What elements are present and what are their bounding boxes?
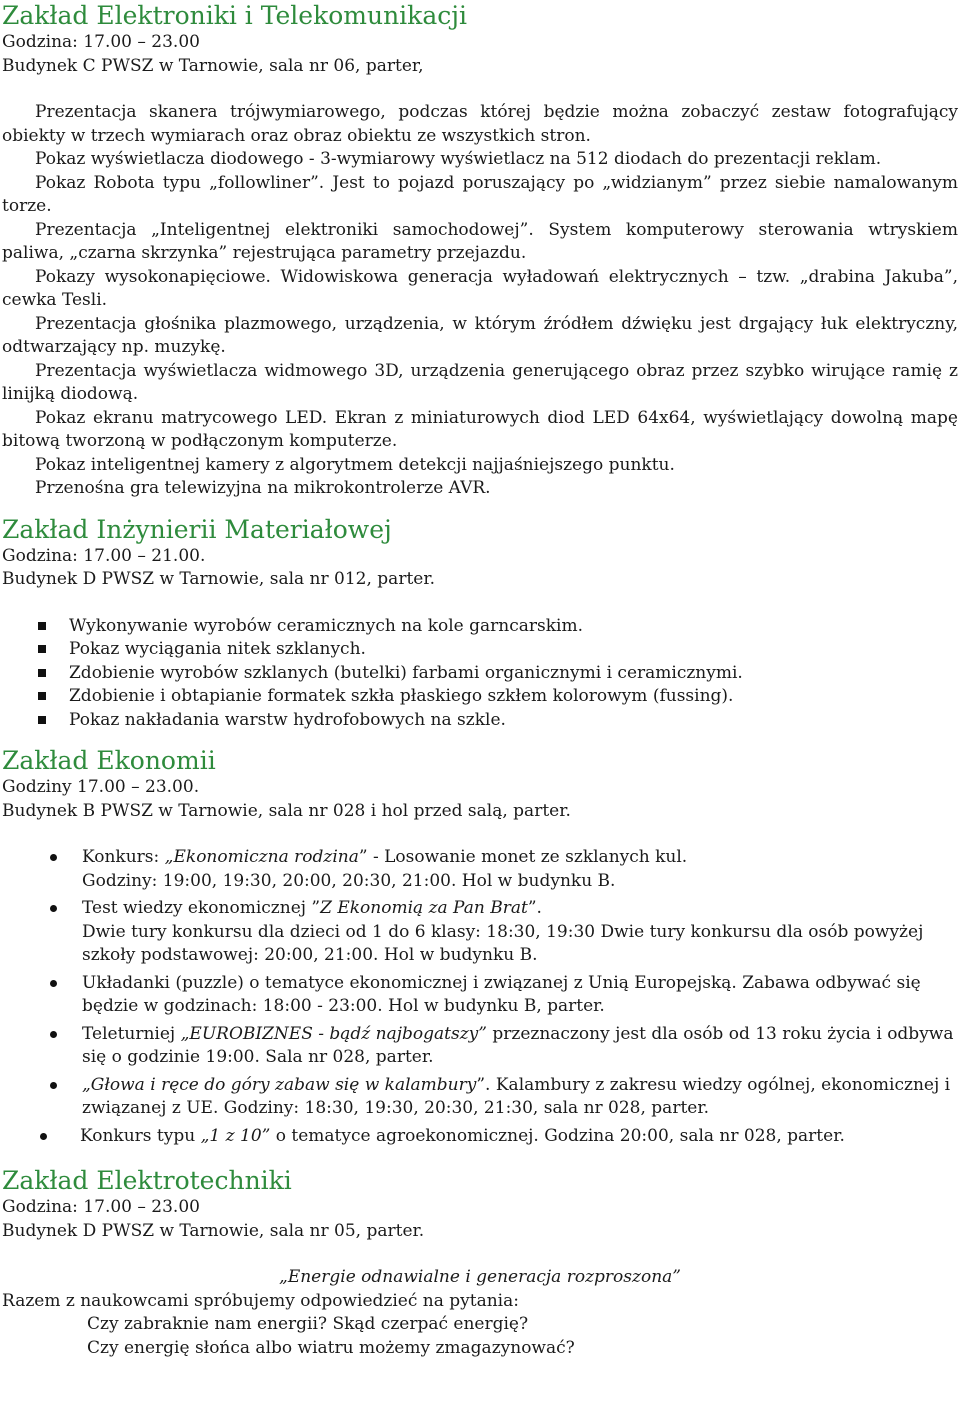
list-item: „Głowa i ręce do góry zabaw się w kalambury”. Kalambury z zakresu wiedzy ogólnej, ekonomicznej i związanej z UE. Godziny: 18:30, 19:30, 20:30, 21:30, sala nr 028, parter.	[50, 1074, 958, 1121]
paragraph: Pokaz wyświetlacza diodowego - 3-wymiarowy wyświetlacz na 512 diodach do prezentacji reklam.	[35, 149, 882, 169]
list-item: Pokaz wyciągania nitek szklanych.	[38, 638, 958, 662]
spacer	[2, 732, 958, 745]
paragraph: Pokaz inteligentnej kamery z algorytmem detekcji najjaśniejszego punktu.	[35, 454, 675, 475]
spacer	[2, 501, 958, 514]
section-title: Zakład Inżynierii Materiałowej	[2, 514, 392, 544]
paragraph: Prezentacja skanera trójwymiarowego, podczas której będzie można zobaczyć zestaw fotografujący obiekty w trzech wymiarach oraz obraz obiektu ze wszystkich stron.	[2, 102, 958, 146]
section-title: Zakład Ekonomii	[2, 746, 216, 775]
square-bullet-icon	[38, 669, 46, 677]
round-bullet-icon	[50, 1082, 57, 1089]
section-place: Budynek D PWSZ w Tarnowie, sala nr 012, parter.	[2, 569, 435, 589]
round-bullet-icon	[50, 1031, 57, 1038]
paragraph: Pokaz Robota typu „followliner”. Jest to pojazd poruszający po „widzianym” przez siebie namalowanym torze.	[2, 172, 958, 216]
square-bullet-icon	[38, 716, 46, 724]
paragraph: Przenośna gra telewizyjna na mikrokontrolerze AVR.	[35, 478, 491, 498]
section-place: Budynek C PWSZ w Tarnowie, sala nr 06, parter,	[2, 55, 424, 76]
list-item: Teleturniej „EUROBIZNES - bądź najbogatszy” przeznaczony jest dla osób od 13 roku życia i odbywa się o godzinie 19:00. Sala nr 028, parter.	[50, 1023, 958, 1070]
spacer	[2, 1243, 958, 1266]
round-bullet-icon	[40, 1133, 47, 1140]
paragraph: Pokaz ekranu matrycowego LED. Ekran z miniaturowych diod LED 64x64, wyświetlający dowolną mapę bitową tworzoną w podłączonym komputerze.	[2, 407, 958, 451]
list-item: Zdobienie i obtapianie formatek szkła płaskiego szkłem kolorowym (fussing).	[38, 685, 958, 709]
list-item: Zdobienie wyrobów szklanych (butelki) farbami organicznymi i ceramicznymi.	[38, 662, 958, 686]
square-bullet-list	[2, 615, 958, 733]
list-item: Konkurs: „Ekonomiczna rodzina” - Losowanie monet ze szklanych kul. Godziny: 19:00, 19:30, 20:00, 20:30, 21:00. Hol w budynku B.	[50, 846, 958, 893]
spacer	[2, 78, 958, 101]
question-line: Czy zabraknie nam energii? Skąd czerpać energię?	[87, 1314, 529, 1334]
section-materials	[2, 514, 958, 733]
square-bullet-icon	[38, 692, 46, 700]
spacer	[2, 1152, 958, 1165]
section-hours: Godzina: 17.00 – 23.00	[2, 1197, 200, 1217]
square-bullet-icon	[38, 645, 46, 653]
questions-intro: Razem z naukowcami spróbujemy odpowiedzieć na pytania:	[2, 1290, 519, 1311]
round-bullet-icon	[50, 980, 57, 987]
round-bullet-list	[2, 846, 958, 1148]
list-item: Konkurs typu „1 z 10” o tematyce agroekonomicznej. Godzina 20:00, sala nr 028, parter.	[50, 1125, 958, 1149]
round-bullet-icon	[50, 905, 57, 912]
paragraph: Prezentacja „Inteligentnej elektroniki samochodowej”. System komputerowy sterowania wtryskiem paliwa, „czarna skrzynka” rejestrująca parametry przejazdu.	[2, 219, 958, 263]
section-hours: Godzina: 17.00 – 21.00.	[2, 545, 206, 566]
spacer	[2, 823, 958, 846]
section-hours: Godzina: 17.00 – 23.00	[2, 32, 200, 52]
list-item: Wykonywanie wyrobów ceramicznych na kole garncarskim.	[38, 615, 958, 639]
question-line: Czy energię słońca albo wiatru możemy zmagazynować?	[87, 1337, 575, 1358]
section-economics	[2, 745, 958, 1148]
section-place: Budynek D PWSZ w Tarnowie, sala nr 05, parter.	[2, 1220, 425, 1241]
section-motto: „Energie odnawialne i generacja rozproszona”	[279, 1267, 681, 1287]
paragraph: Pokazy wysokonapięciowe. Widowiskowa generacja wyładowań elektrycznych – tzw. „drabina Jakuba”, cewka Tesli.	[2, 266, 958, 310]
list-item: Układanki (puzzle) o tematyce ekonomicznej i związanej z Unią Europejską. Zabawa odbywać się będzie w godzinach: 18:00 - 23:00. Hol w budynku B, parter.	[50, 972, 958, 1019]
section-place: Budynek B PWSZ w Tarnowie, sala nr 028 i hol przed salą, parter.	[2, 800, 571, 821]
section-title: Zakład Elektroniki i Telekomunikacji	[2, 1, 467, 30]
section-electronics	[2, 0, 958, 501]
section-hours: Godziny 17.00 – 23.00.	[2, 777, 200, 797]
square-bullet-icon	[38, 622, 46, 630]
list-item: Pokaz nakładania warstw hydrofobowych na szkle.	[38, 709, 958, 733]
spacer	[2, 592, 958, 615]
paragraph: Prezentacja wyświetlacza widmowego 3D, urządzenia generującego obraz przez szybko wirujące ramię z linijką diodową.	[2, 360, 958, 404]
round-bullet-icon	[50, 854, 57, 861]
section-electrotechnics	[2, 1165, 958, 1360]
list-item: Test wiedzy ekonomicznej ”Z Ekonomią za Pan Brat”. Dwie tury konkursu dla dzieci od 1 do 6 klasy: 18:30, 19:30 Dwie tury konkursu dla osób powyżej szkoły podstawowej: 20:00, 21:00. Hol w budynku B.	[50, 897, 958, 968]
section-title: Zakład Elektrotechniki	[2, 1166, 292, 1195]
paragraph: Prezentacja głośnika plazmowego, urządzenia, w którym źródłem dźwięku jest drgający łuk elektryczny, odtwarzający np. muzykę.	[2, 313, 958, 357]
